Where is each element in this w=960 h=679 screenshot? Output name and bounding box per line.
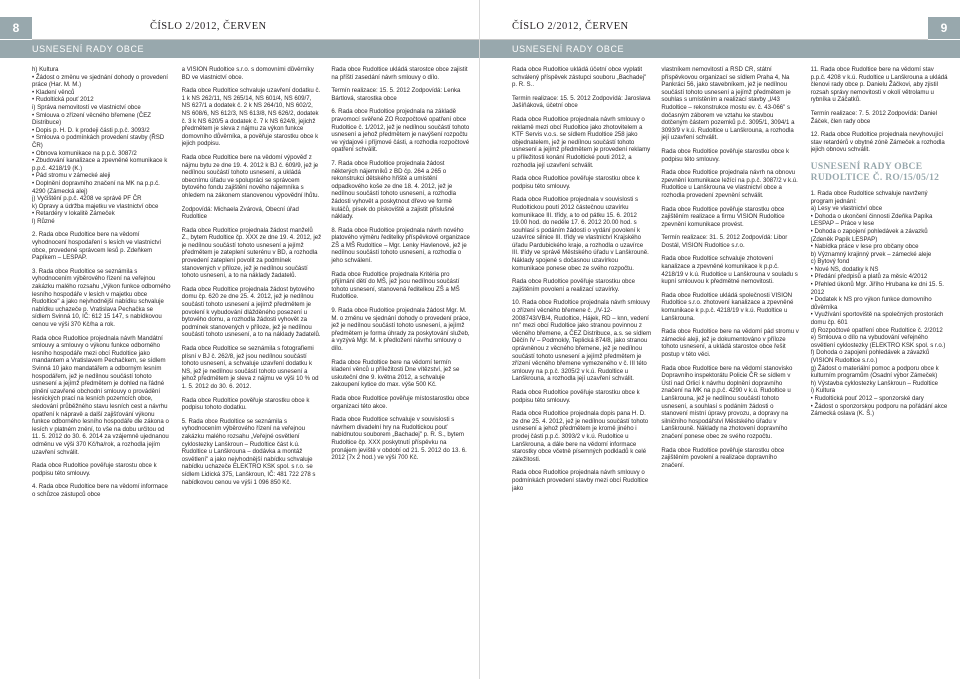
program-item: • Nabídka práce v lese pro občany obce bbox=[810, 243, 919, 251]
program-item: f) Dohoda o zapojení pohledávek a závazků (VISION Rudoltice s.r.o.) bbox=[810, 349, 930, 364]
agenda-item: j) Vyčištění p.p.č. 4208 ve správě PF ČR bbox=[32, 195, 142, 203]
agenda-item: • Obnova komunikace na p.p.č. 3087/2 bbox=[32, 149, 137, 157]
resolution-paragraph: Termín realizace: 15. 5. 2012 Zodpovídá: Lenka Bártlová, starostka obce bbox=[331, 87, 461, 102]
agenda-item: • Žádost o změnu ve sjednání dohody o provedení práce (Har. M. M.) bbox=[32, 73, 168, 89]
resolution-paragraph: Rada obce Rudoltice projednala žádost manželů Z., bytem Rudoltice čp. XXX ze dne 19. 4. 2012, jež je nedílnou součástí tohoto usnesení a jejímž předmětem je zateplení suterénu v BD, a rozhodla provedení zateplení povolit za podmínek stanovených v příloze, jež je nedílnou součástí tohoto usnesení, a to na náklady žadatelů. bbox=[181, 226, 322, 280]
resolution-paragraph: Rada obce Rudoltice projednala návrh smlouvy o podmínkách provedení stavby mezi obcí Rudoltice jako bbox=[512, 469, 649, 492]
resolution-paragraph: Rada obce Rudoltice pověřuje starostu obce k podpisu této smlouvy. bbox=[32, 462, 157, 477]
agenda-item: l) Různé bbox=[32, 217, 55, 225]
program-item: • Přehled úkonů Mgr. Jiřího Hrubana ke dni 15. 5. 2012 bbox=[810, 281, 944, 296]
resolution-paragraph: Rada obce Rudoltice pověřuje starostku obce zajištěním povolení a realizace dopravního značení. bbox=[661, 446, 785, 469]
agenda-item: • Smlouva o zřízení věcného břemene (ČEZ Distribuce) bbox=[32, 111, 151, 127]
resolution-paragraph: Rada obce Rudoltice projednala návrh Mandátní smlouvy a smlouvy o výkonu funkce odborného lesního hospodáře mezi obcí Rudoltice jako mandantem a Vratislavem Pechačkem, se sídlem Svinná 10 jako mandatářem a odborným lesním hospodářem, jež je nedílnou součástí tohoto usnesení a jejímž předmětem je dohled na řádné plnění uzavřené obchodní smlouvy o provádění lesnických prací na lesních pozemcích obce, sledování průběžného stavu lesních cest a návrhu opatření k nápravě a další zajišťování výkonu funkce odborného lesního hospodáře dle zákona o lesích v platném znění, to vše na dobu určitou od 11. 5. 2012 do 30. 6. 2014 za vzájemně ujednanou odměnu ve výši 370 Kč/ha/rok, a rozhodla jejím uzavření schválit. bbox=[32, 334, 169, 456]
resolution-paragraph: 7. Rada obce Rudoltice projednala žádost některých nájemníků z BD čp. 264 a 265 o rekonstrukci dětského hřiště a umístění odpadkového koše ze dne 18. 4. 2012, jež je nedílnou součástí tohoto usnesení, a rozhodla žádosti vyhovět a poskytnout dřevo ve formě kuláčů, písek do pískoviště a zajistit příslušné náklady. bbox=[331, 159, 457, 221]
resolution-paragraph: Rada obce Rudoltice schvaluje v souvislosti s návrhem divadelní hry na Rudoltickou pouť nabídnutou souborem „Bachadej" p. R. S., bytem Rudoltice čp. XXX poskytnutí příspěvku na pronájem jeviště v období od 21. 5. 2012 do 13. 6. 2012 (7x 2 hod.) ve výši 700 Kč. bbox=[331, 416, 467, 462]
resolution-paragraph: Rada obce Rudoltice bere na vědomí pád stromu v zámecké aleji, jež je dokumentováno v příloze tohoto usnesení, a ukládá starostce obce řešit postup v této věci. bbox=[661, 328, 799, 358]
column-1-body bbox=[32, 231, 172, 498]
agenda-item: • Dopis p. H. D. k prodeji části p.p.č. 3093/2 bbox=[32, 126, 150, 134]
agenda-item: • Rudoltická pouť 2012 bbox=[32, 96, 94, 104]
resolution-paragraph: Rada obce Rudoltice pověřuje starostku obce k podpisu této smlouvy. bbox=[512, 175, 640, 190]
agenda-item: k) Opravy a údržba majetku ve vlastnictví obce bbox=[32, 202, 159, 210]
resolution-paragraph: Rada obce Rudoltice pověřuje místostarostku obce organizaci této akce. bbox=[331, 394, 470, 410]
page-header bbox=[0, 17, 480, 39]
program-item: • Dohoda o ukončení činnosti Zdeňka Papíka LESPAP – Práce v lese bbox=[810, 212, 933, 228]
column-2 bbox=[182, 66, 322, 673]
column-3 bbox=[331, 66, 471, 673]
issue-label: ČÍSLO 2/2012, ČERVEN bbox=[150, 21, 267, 32]
resolution-paragraph: 5. Rada obce Rudoltice se seznámila s vyhodnocením výběrového řízení na veřejnou zakázku malého rozsahu „Veřejné osvětlení cyklostezky Lanškroun – Rudoltice část k.ú. Rudoltice u Lanškrouna – dodávka a montáž osvětlení" a jako nejvhodnější nabídku schvaluje nabídku uchazeče ELEKTRO KSK spol. s r.o. se sídlem Lidická 375, Lanškroun, IČ: 481 722 278 s nabídkovou cenou ve výši 1 096 850 Kč. bbox=[181, 417, 316, 486]
resolution-paragraph: Rada obce Rudoltice bere na vědomí výpověď z nájmu bytu ze dne 19. 4. 2012 k BJ č. 609/9, jež je nedílnou součástí tohoto usnesení, a ukládá obecnímu úřadu ve spolupráci se správcem bytového fondu zajištění nového nájemníka s ohledem na zákonem stanovenou výpovědní lhůtu. bbox=[181, 153, 320, 199]
agenda-item: • Zbudování kanalizace a zpevněné komunikace k p.p.č. 4218/19 (K.) bbox=[32, 157, 168, 172]
resolution-paragraph: Rada obce Rudoltice projednala návrh na obnovu zpevnění komunikace ležící na p.p.č. 3087/2 v k.ú. Rudoltice u Lanškrouna ve vlastnictví obce a rozhodla provedení zpevnění schválit. bbox=[661, 169, 798, 199]
resolution-paragraph: Rada obce Rudoltice pověřuje starostku obce k podpisu této smlouvy. bbox=[512, 388, 640, 404]
resolution-paragraph: a VISION Rudoltice s.r.o. s domovními důvěrníky BD ve vlastnictví obce. bbox=[181, 66, 314, 81]
resolution-paragraph: Zodpovídá: Michaela Zvárová, Obecní úřad Rudoltice bbox=[181, 205, 299, 221]
program-item: • Využívání sportoviště na společných prostorách domu čp. 601 bbox=[810, 311, 944, 327]
resolution-heading: USNESENÍ RADY OBCE RUDOLTICE Č. RO/15/05/12 bbox=[810, 161, 940, 183]
agenda-list bbox=[32, 66, 172, 225]
page-header bbox=[480, 17, 960, 39]
resolution-paragraph: Rada obce Rudoltice projednala Kritéria pro přijímání dětí do MŠ, jež jsou nedílnou součástí tohoto usnesení, stanovená ředitelkou ZŠ a MŠ Rudoltice. bbox=[331, 270, 460, 301]
program-item: • Nové NS, dodatky k NS bbox=[810, 265, 879, 273]
resolution-paragraph: Rada obce Rudoltice schvaluje uzavření dodatku č. 1 k NS 262/11, NS 265/14, NS 601/4, NS 609/7, NS 627/1 a dodatek č. 2 k NS 264/10, NS 602/2, NS 608/6, NS 612/3, NS 613/8, NS 626/2, dodatek č. 3 k NS 620/5 a dodatek č. 7 k NS 624/8, jejichž předmětem je sleva z nájmu za výkon funkce domovního důvěrníka, a pověřuje starostku obce k jejich podpisu. bbox=[181, 87, 321, 148]
resolution-paragraph: Rada obce Rudoltice projednala žádost bytového domu čp. 620 ze dne 25. 4. 2012, jež je nedílnou součástí tohoto usnesení a jejímž předmětem je povolení k vybudování dlážděného posezení u bytového domu, a rozhodla žádosti vyhovět za podmínek stanovených v příloze, jež je nedílnou součástí tohoto usnesení, a to na náklady žadatelů. bbox=[181, 285, 321, 339]
resolution-paragraph: Rada obce Rudoltice se seznámila s fotografiemi plísní v BJ č. 262/8, jež jsou nedílnou součástí tohoto usnesení, a schvaluje uzavření dodatku k NS, jež je nedílnou součástí tohoto usnesení a jehož předmětem je sleva z nájmu ve výši 10 % od 1. 5. 2012 do 30. 6. 2012. bbox=[181, 345, 319, 390]
page-number: 8 bbox=[0, 17, 32, 39]
resolution-paragraph: Rada obce Rudoltice projednala návrh smlouvy o reklamě mezi obcí Rudoltice jako zhotovitelem a KTF Servis v.o.s. se sídlem Rudoltice 258 jako objednatelem, jež je nedílnou součástí tohoto usnesení a jejímž předmětem je provedení reklamy u příležitosti konání Rudoltické pouti 2012, a rozhodla její uzavření schválit. bbox=[512, 115, 651, 169]
resolution-paragraph: Rada obce Rudoltice projednala dopis pana H. D. ze dne 25. 4. 2012, jež je nedílnou součástí tohoto usnesení a jehož předmětem je kromě jiného i prodej části p.p.č. 3093/2 v k.ú. Rudoltice u Lanškrouna, a dále bere na vědomí informace starostky obce včetně písemných podkladů k celé záležitosti. bbox=[512, 410, 649, 463]
resolution-paragraph: Rada obce Rudoltice bere na vědomí termín kladení věnců u příležitosti Dne vítězství, jež se uskuteční dne 9. května 2012, a schvaluje zakoupení kytice do max. výše 500 Kč. bbox=[331, 358, 460, 389]
resolution-paragraph: vlastníkem nemovitostí a ŘSD ČR, státní příspěvkovou organizací se sídlem Praha 4, Na Pankráci 56, jako stavebníkem, jež je nedílnou součástí tohoto usnesení a jejímž předmětem je souhlas s umístěním a realizací stavby „I/43 Rudoltice – rekonstrukce mostu ev. č. 43-066" s dočasným záborem ve vztahu ke stavbou dotčeným částem pozemků p.č. 3095/1, 3094/1 a 3093/9 v k.ú. Rudoltice u Lanškrouna, a rozhodla její uzavření schválit. bbox=[661, 66, 795, 142]
program-item: • Předání předpisů a platů za měsíc 4/2012 bbox=[810, 273, 928, 281]
resolution-paragraph: 10. Rada obce Rudoltice projednala návrh smlouvy o zřízení věcného břemene č. „IV-12-2008743/VB/4, Rudoltice, Hájek, RD – knn, vedení nn" mezi obcí Rudoltice jako stranou povinnou z věcného břemene, a ČEZ Distribuce, a.s. se sídlem Děčín IV – Podmokly, Teplická 874/8, jako stranou oprávněnou z věcného břemene, jež je nedílnou součástí tohoto usnesení a jejímž předmětem je zřízení věcného břemene vymezeného v č. III této smlouvy na p.p.č. 3205/2 v k.ú. Rudoltice u Lanškrouna, a rozhodla její uzavření schválit. bbox=[512, 299, 652, 383]
program-item: • Dohoda o zapojení pohledávek a závazků (Zdeněk Papík LESPAP) bbox=[810, 227, 928, 243]
program-item: i) Kultura bbox=[810, 387, 836, 395]
resolution-paragraph: 3. Rada obce Rudoltice se seznámila s vyhodnocením výběrového řízení na veřejnou zakázku malého rozsahu „Výkon funkce odborného lesního hospodáře v lesích v majetku obce Rudoltice" a jako nejvhodnější nabídku schvaluje nabídku uchazeče p. Vratislava Pechačka se sídlem Svinná 10, IČ: 612 15 147, s nabídkovou cenou ve výši 370 Kč/ha a rok. bbox=[32, 267, 171, 328]
program-item: h) Výstavba cyklostezky Lanškroun – Rudoltice bbox=[810, 379, 939, 387]
program-item: b) Významný krajinný prvek – zámecké aleje bbox=[810, 250, 932, 258]
resolution-paragraph: Rada obce Rudoltice ukládá účetní obce vyplatit schválený příspěvek zástupci souboru „Bachadej" p. R. S.. bbox=[512, 66, 647, 89]
resolution-paragraph: 4. Rada obce Rudoltice bere na vědomí informace o schůzce zástupců obce bbox=[32, 483, 168, 498]
resolution-paragraph: 2. Rada obce Rudoltice bere na vědomí vyhodnocení hospodaření s lesích ve vlastnictví obce, provedené správcem lesů p. Zdeňkem Papíkem – LESPAP. bbox=[32, 231, 162, 262]
resolution-paragraph: 12. Rada obce Rudoltice projednala nevyhovující stav retardérů v obytné zóně Zámeček a rozhodla jejich obnovu schválit. bbox=[810, 131, 945, 154]
issue-label: ČÍSLO 2/2012, ČERVEN bbox=[512, 21, 629, 32]
agenda-item: • Kladení věnců bbox=[32, 88, 75, 96]
resolution-paragraph: Rada obce Rudoltice pověřuje starostku obce k podpisu tohoto dodatku. bbox=[181, 396, 310, 412]
program-item: e) Smlouva o dílo na vybudování veřejného osvětlení cyklostezky (ELEKTRO KSK spol. s r.o.) bbox=[810, 334, 946, 349]
program-item: • Žádost o sponzorskou podporu na pořádání akce Zámecká oslava (K. Š.) bbox=[810, 402, 948, 418]
column-1 bbox=[32, 66, 172, 673]
resolution-paragraph: Rada obce Rudoltice pověřuje starostku obce k podpisu této smlouvy. bbox=[661, 147, 790, 163]
resolution-paragraph: Rada obce Rudoltice ukládá starostce obce zajistit na příští zasedání návrh smlouvy o dílo. bbox=[331, 66, 468, 81]
resolution-paragraph: 11. Rada obce Rudoltice bere na vědomí stav p.p.č. 4208 v k.ú. Rudoltice u Lanškrouna a ukládá členovi rady obce p. Danielu Žáčkovi, aby zjistil rozsah správy nemovitosti v okolí větrolamu u rybníka u Záčatků. bbox=[810, 66, 948, 104]
resolution-paragraph: 6. Rada obce Rudoltice projednala na základě pravomocí svěřené ZO Rozpočtové opatření obce Rudoltice č. 1/2012, jež je nedílnou součástí tohoto usnesení a jehož předmětem je navýšení rozpočtu ve výdajové i příjmové části, a rozhodla rozpočtové opatření schválit. bbox=[331, 108, 470, 154]
resolution-paragraph: Rada obce Rudoltice schvaluje zhotovení kanalizace a zpevněné komunikace k p.p.č. 4218/19 v k.ú. Rudoltice u Lanškrouna v souladu s kupní smlouvou k předmětné nemovitosti. bbox=[661, 255, 798, 286]
resolution-paragraph: Rada obce Rudoltice pověřuje starostku obce zajištěním povolení a realizací uzavírky. bbox=[512, 278, 635, 293]
resolution-paragraph: Rada obce Rudoltice ukládá společnosti VISION Rudoltice s.r.o. zhotovení kanalizace a zpevněné komunikace k p.p.č. 4218/19 v k.ú. Rudoltice u Lanškrouna. bbox=[661, 291, 794, 322]
resolution-paragraph: Termín realizace: 15. 5. 2012 Zodpovídá: Jaroslava Jašíňáková, účetní obce bbox=[512, 94, 651, 110]
right-page bbox=[480, 0, 960, 679]
page-number: 9 bbox=[928, 17, 960, 39]
text-columns bbox=[32, 66, 471, 673]
program-list bbox=[811, 190, 950, 418]
agenda-item: h) Kultura bbox=[32, 66, 59, 73]
resolution-paragraph: Rada obce Rudoltice projednala v souvislosti s Rudoltickou poutí 2012 částečnou uzavírku komunikace III. třídy, a to od pátku 15. 6. 2012 19.00 hod. do neděle 17. 6. 2012 20.00 hod. s souhlasí s podáním žádosti o vydání povolení k uzavírce silnice III. třídy ve vlastnictví Krajského úřadu Pardubického kraje, a rozhodla o uzavírce III. třídy ve správě Městského úřadu v Lanškrouně. Náklady spojené s dočasnou uzavírkou komunikace ponese obec ze svého rozpočtu. bbox=[512, 196, 649, 272]
program-item: 1. Rada obce Rudoltice schvaluje navržený program jednání: bbox=[810, 189, 928, 205]
program-item: • Dodatek k NS pro výkon funkce domovního důvěrníka bbox=[810, 296, 932, 311]
agenda-item: • Pád stromu v zámecké aleji bbox=[32, 172, 111, 180]
column-3 bbox=[811, 66, 950, 673]
column-3-top bbox=[811, 66, 950, 154]
column-1 bbox=[512, 66, 651, 673]
resolution-paragraph: Termín realizace: 31. 5. 2012 Zodpovídá: Libor Dostál, VISION Rudoltice s.r.o. bbox=[661, 234, 788, 249]
program-item: d) Rozpočtové opatření obce Rudoltice č. 2/2012 bbox=[810, 326, 943, 334]
agenda-item: • Doplnění dopravního značení na MK na p.p.č. 4290 (Zámecká alej) bbox=[32, 179, 160, 195]
agenda-item: • Smlouva o podmínkách provedení stavby (ŘSD ČR) bbox=[32, 134, 165, 149]
text-columns bbox=[512, 66, 950, 673]
resolution-paragraph: Rada obce Rudoltice pověřuje starostku obce zajištěním realizace a firmu VISION Rudoltice zpevnění komunikace provést. bbox=[661, 205, 785, 228]
program-item: • Rudoltická pouť 2012 – sponzorské dary bbox=[810, 394, 924, 402]
resolution-paragraph: Termín realizace: 7. 5. 2012 Zodpovídá: Daniel Žáček, člen rady obce bbox=[810, 109, 938, 125]
column-2 bbox=[661, 66, 800, 673]
resolution-paragraph: 8. Rada obce Rudoltice projednala návrh nového platového výměru ředitelky příspěvkové organizace ZŠ a MŠ Rudoltice – Mgr. Lenky Havlenové, jež je nedílnou součástí tohoto usnesení, a rozhodla o jeho schválení. bbox=[331, 226, 470, 265]
program-item: a) Lesy ve vlastnictví obce bbox=[810, 205, 883, 213]
program-item: c) Bytový fond bbox=[810, 258, 850, 266]
agenda-item: • Retardéry v lokalitě Zámeček bbox=[32, 210, 115, 218]
section-title: USNESENÍ RADY OBCE bbox=[480, 40, 960, 58]
resolution-paragraph: Rada obce Rudoltice bere na vědomí stanovisko Dopravního inspektorátu Policie ČR se sídlem v Ústí nad Orlicí k návrhu doplnění dopravního značení na MK na p.p.č. 4290 v k.ú. Rudoltice u Lanškrouna, jež je nedílnou součástí tohoto usnesení, a souhlasí s podáním žádosti o stanovení místní úpravy provozu, a dopravy na silničního hospodářství Městského úřadu v Lanškrouně. Náklady na zhotovení dopravního značení ponese obec ze svého rozpočtu. bbox=[661, 364, 793, 440]
section-title: USNESENÍ RADY OBCE bbox=[0, 40, 480, 58]
resolution-paragraph: 9. Rada obce Rudoltice projednala žádost Mgr. M. M. o změnu ve sjednání dohody o provedení práce, jež je nedílnou součástí tohoto usnesení, a jejímž předmětem je forma úhrady za poskytování služeb, a vyzývá Mgr. M. k předložení návrhu smlouvy o dílo. bbox=[331, 307, 471, 352]
program-item: g) Žádost o materiální pomoc a podporu obce k kulturním programům (Osadní výbor Zámeček) bbox=[810, 364, 939, 380]
agenda-item: i) Správa nemovitostí ve vlastnictví obce bbox=[32, 103, 141, 111]
